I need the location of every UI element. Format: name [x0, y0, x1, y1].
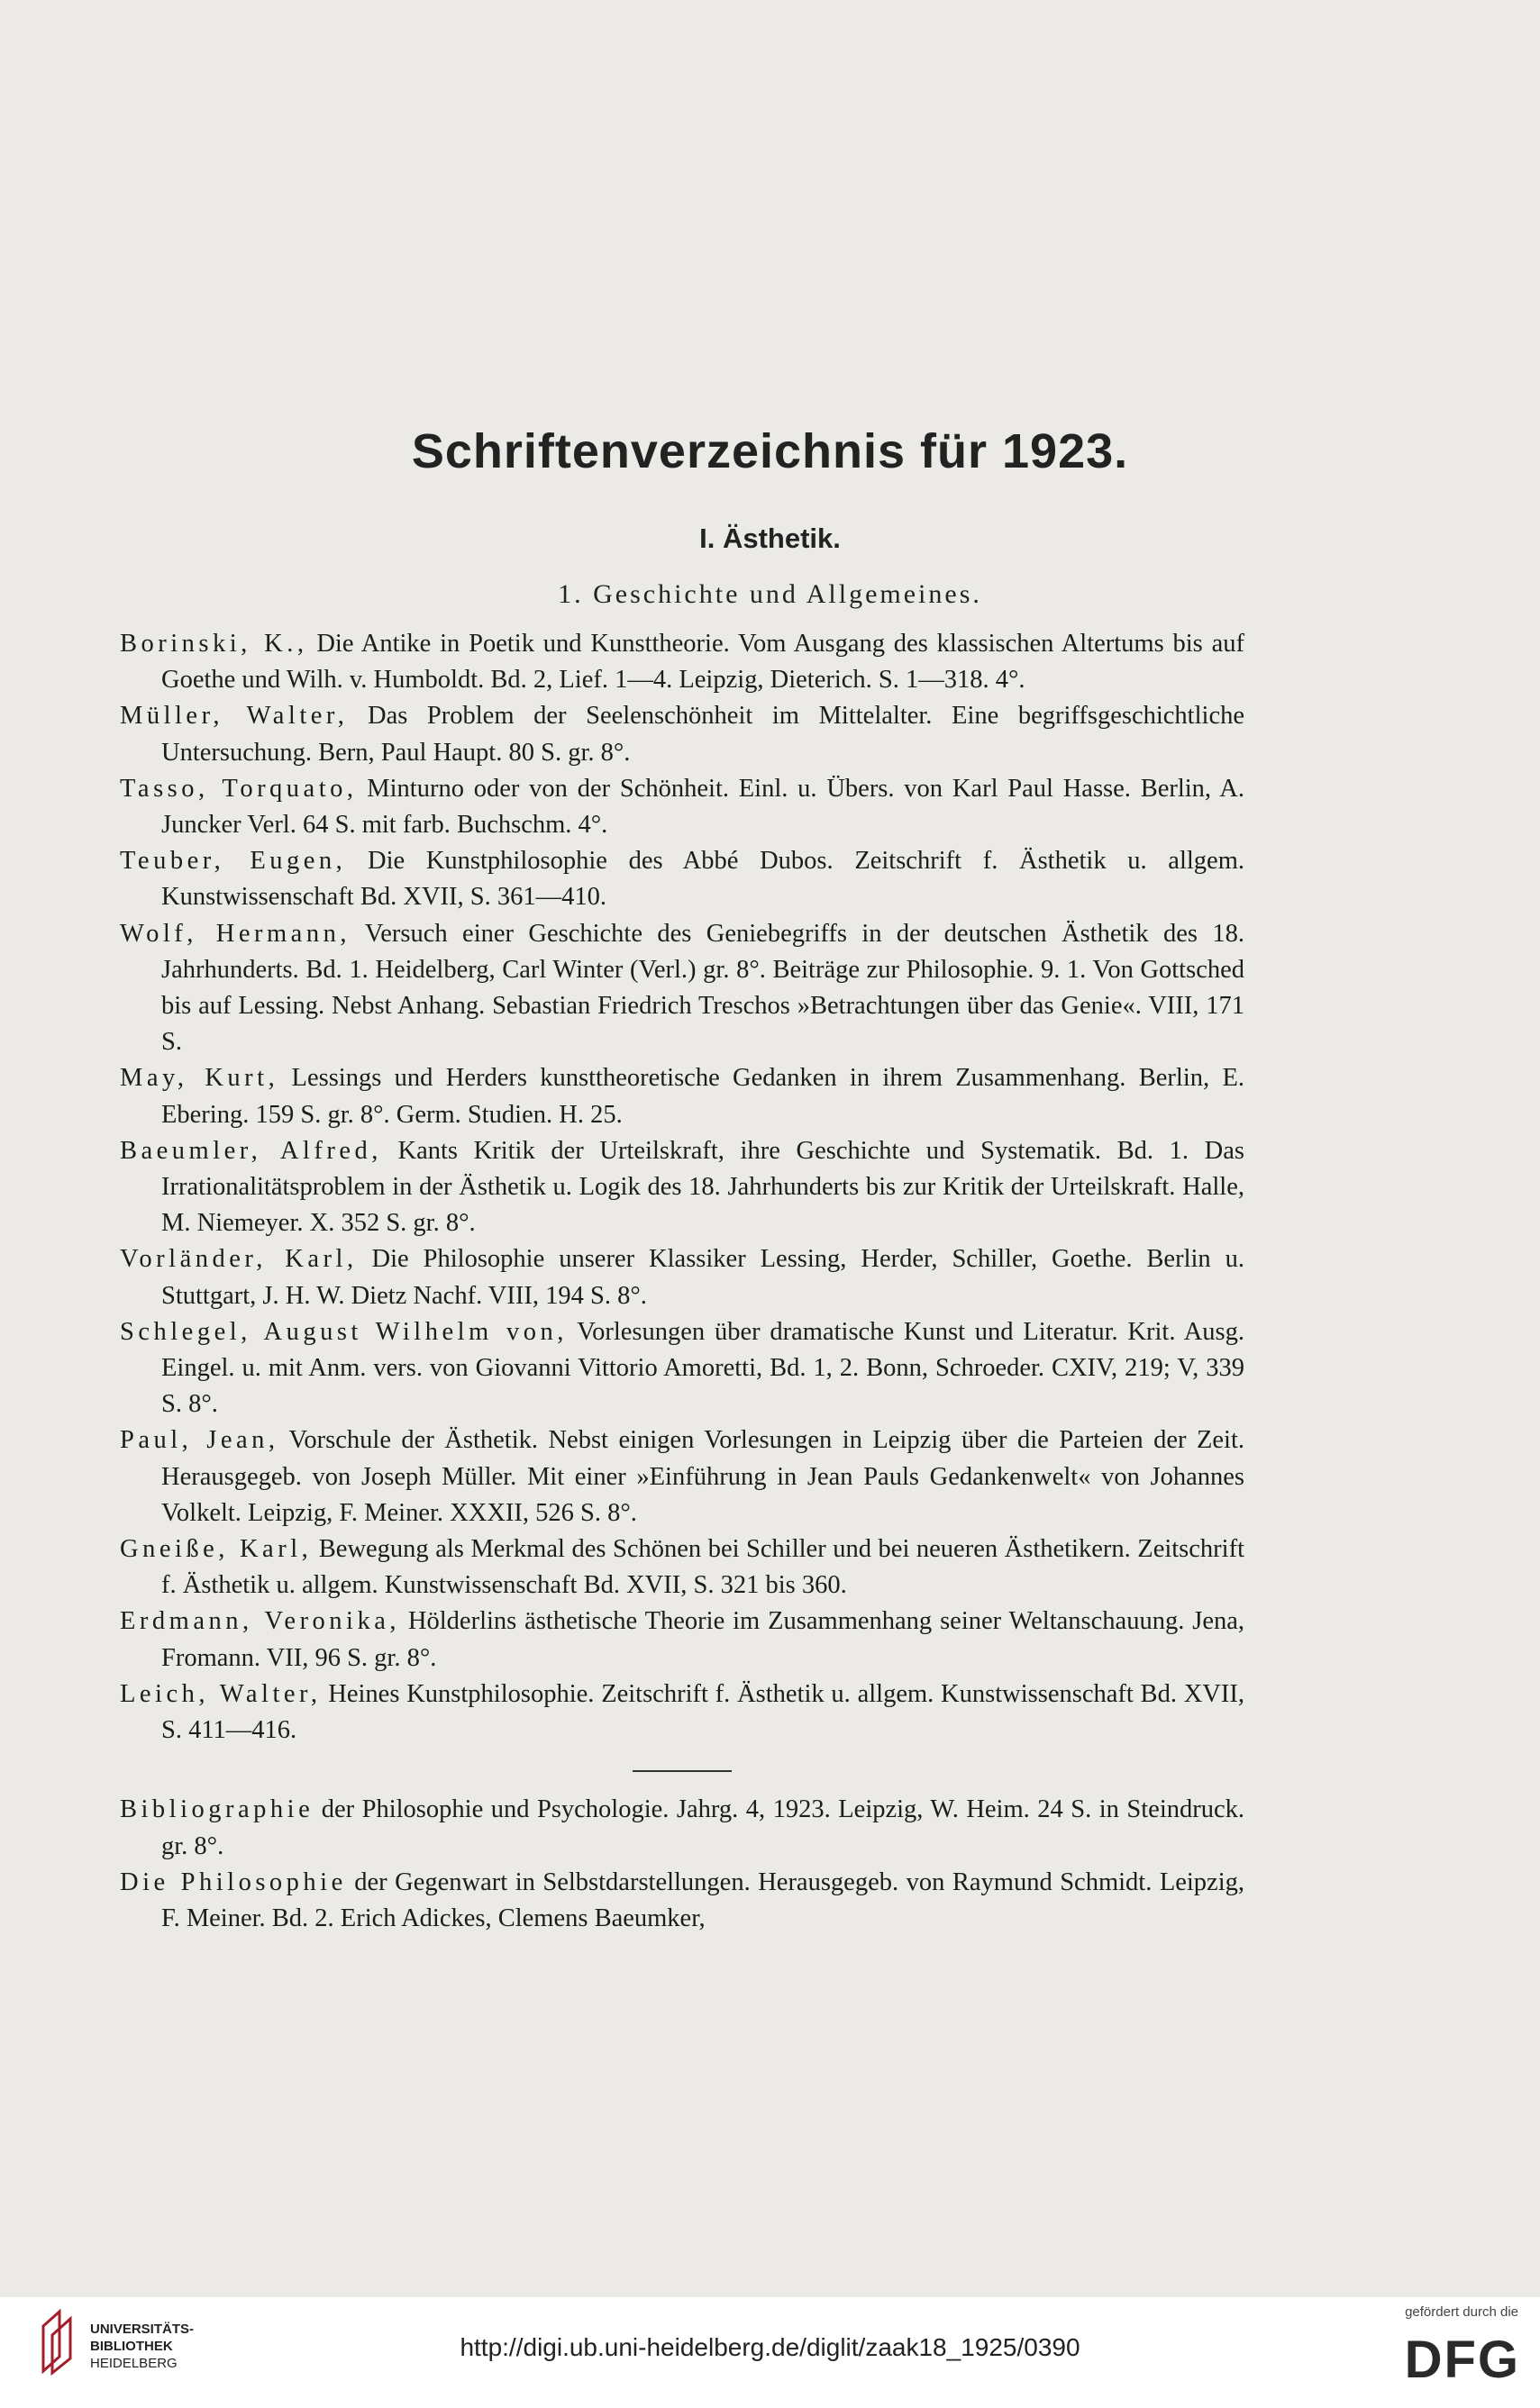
entry-text: Hölderlins ästhetische Theorie im Zusammenhang seiner Weltanschauung. Jena, Fromann. VII, 96 S. gr. 8°.	[161, 1607, 1244, 1672]
entry-text: Versuch einer Geschichte des Geniebegriffs in der deutschen Ästhetik des 18. Jahrhunderts. Bd. 1. Heidelberg, Carl Winter (Verl.) gr. 8°. Beiträge zur Philosophie. 9. 1. Von Gottsched bis auf Lessing. Nebst Anhang. Sebastian Friedrich Treschos »Betrachtungen über das Genie«. VIII, 171 S.	[161, 919, 1244, 1057]
entry-author: Erdmann, Veronika,	[120, 1607, 401, 1636]
bibliography-entry	[120, 1133, 1244, 1242]
bibliography-entry	[120, 626, 1244, 698]
entry-author: May, Kurt,	[120, 1064, 279, 1093]
bibliography-entry	[120, 916, 1244, 1061]
entry-author: Borinski, K.,	[120, 630, 308, 658]
section-heading: I. Ästhetik.	[699, 522, 841, 554]
entry-author: Leich, Walter,	[120, 1679, 322, 1708]
entry-author: Vorländer, Karl,	[120, 1245, 358, 1274]
library-name-line: HEIDELBERG	[90, 2356, 178, 2371]
entry-text: Das Problem der Seelenschönheit im Mittelalter. Eine begriffsgeschichtliche Untersuchung. Bern, Paul Haupt. 80 S. gr. 8°.	[161, 702, 1244, 767]
bibliography-body	[120, 626, 1244, 1937]
dfg-logo: DFG	[1404, 2331, 1520, 2389]
entry-text: Bewegung als Merkmal des Schönen bei Schiller und bei neueren Ästhetikern. Zeitschrift f. Ästhetik u. allgem. Kunstwissenschaft Bd. XVII, S. 321 bis 360.	[161, 1535, 1244, 1600]
library-name-line: BIBLIOTHEK	[90, 2339, 173, 2354]
library-name-line: UNIVERSITÄTS-	[90, 2322, 195, 2337]
entry-author: Baeumler, Alfred,	[120, 1136, 382, 1165]
entry-author: Teuber, Eugen,	[120, 847, 347, 876]
bibliography-entry	[120, 771, 1244, 843]
entry-author: Die Philosophie	[120, 1867, 347, 1896]
bibliography-entry	[120, 1677, 1244, 1749]
entry-author: Müller, Walter,	[120, 702, 349, 731]
bibliography-entry	[120, 1531, 1244, 1604]
entry-text: Die Philosophie unserer Klassiker Lessing, Herder, Schiller, Goethe. Berlin u. Stuttgart, J. H. W. Dietz Nachf. VIII, 194 S. 8°.	[161, 1245, 1244, 1310]
bibliography-entry	[120, 1060, 1244, 1132]
section-divider	[633, 1770, 732, 1772]
bibliography-entry	[120, 1422, 1244, 1531]
bibliography-entry	[120, 1241, 1244, 1313]
entry-text: der Philosophie und Psychologie. Jahrg. 4, 1923. Leipzig, W. Heim. 24 S. in Steindruck. gr. 8°.	[161, 1795, 1244, 1860]
entry-text: Kants Kritik der Urteilskraft, ihre Geschichte und Systematik. Bd. 1. Das Irrationalitätsproblem in der Ästhetik u. Logik des 18. Jahrhunderts bis zur Kritik der Urteilskraft. Halle, M. Niemeyer. X. 352 S. gr. 8°.	[161, 1136, 1244, 1238]
bibliography-entry	[120, 698, 1244, 770]
bibliography-entry	[120, 1604, 1244, 1676]
subsection-heading: 1. Geschichte und Allgemeines.	[558, 579, 982, 609]
bibliography-entry	[120, 1792, 1244, 1864]
entry-author: Tasso, Torquato,	[120, 774, 358, 803]
entry-author: Schlegel, August Wilhelm von,	[120, 1317, 568, 1346]
source-url[interactable]: http://digi.ub.uni-heidelberg.de/diglit/zaak18_1925/0390	[460, 2333, 1080, 2361]
bibliography-entry	[120, 1865, 1244, 1937]
entry-text: Vorschule der Ästhetik. Nebst einigen Vorlesungen in Leipzig über die Parteien der Zeit. Herausgegeb. von Joseph Müller. Mit einer »Einführung in Jean Pauls Gedankenwelt« von Johannes Volkelt. Leipzig, F. Meiner. XXXII, 526 S. 8°.	[161, 1426, 1245, 1527]
entry-text: Vorlesungen über dramatische Kunst und Literatur. Krit. Ausg. Eingel. u. mit Anm. vers. von Giovanni Vittorio Amoretti, Bd. 1, 2. Bonn, Schroeder. CXIV, 219; V, 339 S. 8°.	[161, 1317, 1244, 1419]
entry-text: Die Antike in Poetik und Kunsttheorie. Vom Ausgang des klassischen Altertums bis auf Goethe und Wilh. v. Humboldt. Bd. 2, Lief. 1—4. Leipzig, Dieterich. S. 1—318. 4°.	[161, 630, 1245, 695]
entry-author: Gneiße, Karl,	[120, 1535, 313, 1564]
entry-author: Paul, Jean,	[120, 1426, 279, 1455]
entry-text: Minturno oder von der Schönheit. Einl. u. Übers. von Karl Paul Hasse. Berlin, A. Juncker Verl. 64 S. mit farb. Buchschm. 4°.	[161, 774, 1244, 840]
entry-text: Die Kunstphilosophie des Abbé Dubos. Zeitschrift f. Ästhetik u. allgem. Kunstwissenschaft Bd. XVII, S. 361—410.	[161, 847, 1244, 912]
entry-text: der Gegenwart in Selbstdarstellungen. Herausgegeb. von Raymund Schmidt. Leipzig, F. Meiner. Bd. 2. Erich Adickes, Clemens Baeumker,	[161, 1867, 1245, 1932]
bibliography-entry	[120, 843, 1244, 915]
entry-author: Bibliographie	[120, 1795, 314, 1824]
entry-text: Heines Kunstphilosophie. Zeitschrift f. Ästhetik u. allgem. Kunstwissenschaft Bd. XVII, S. 411—416.	[161, 1679, 1244, 1745]
entry-text: Lessings und Herders kunsttheoretische Gedanken in ihrem Zusammenhang. Berlin, E. Ebering. 159 S. gr. 8°. Germ. Studien. H. 25.	[161, 1064, 1244, 1129]
page-title: Schriftenverzeichnis für 1923.	[411, 424, 1129, 478]
entry-author: Wolf, Hermann,	[120, 919, 351, 948]
bibliography-entry	[120, 1314, 1244, 1423]
funded-by-label: gefördert durch die	[1405, 2304, 1518, 2320]
